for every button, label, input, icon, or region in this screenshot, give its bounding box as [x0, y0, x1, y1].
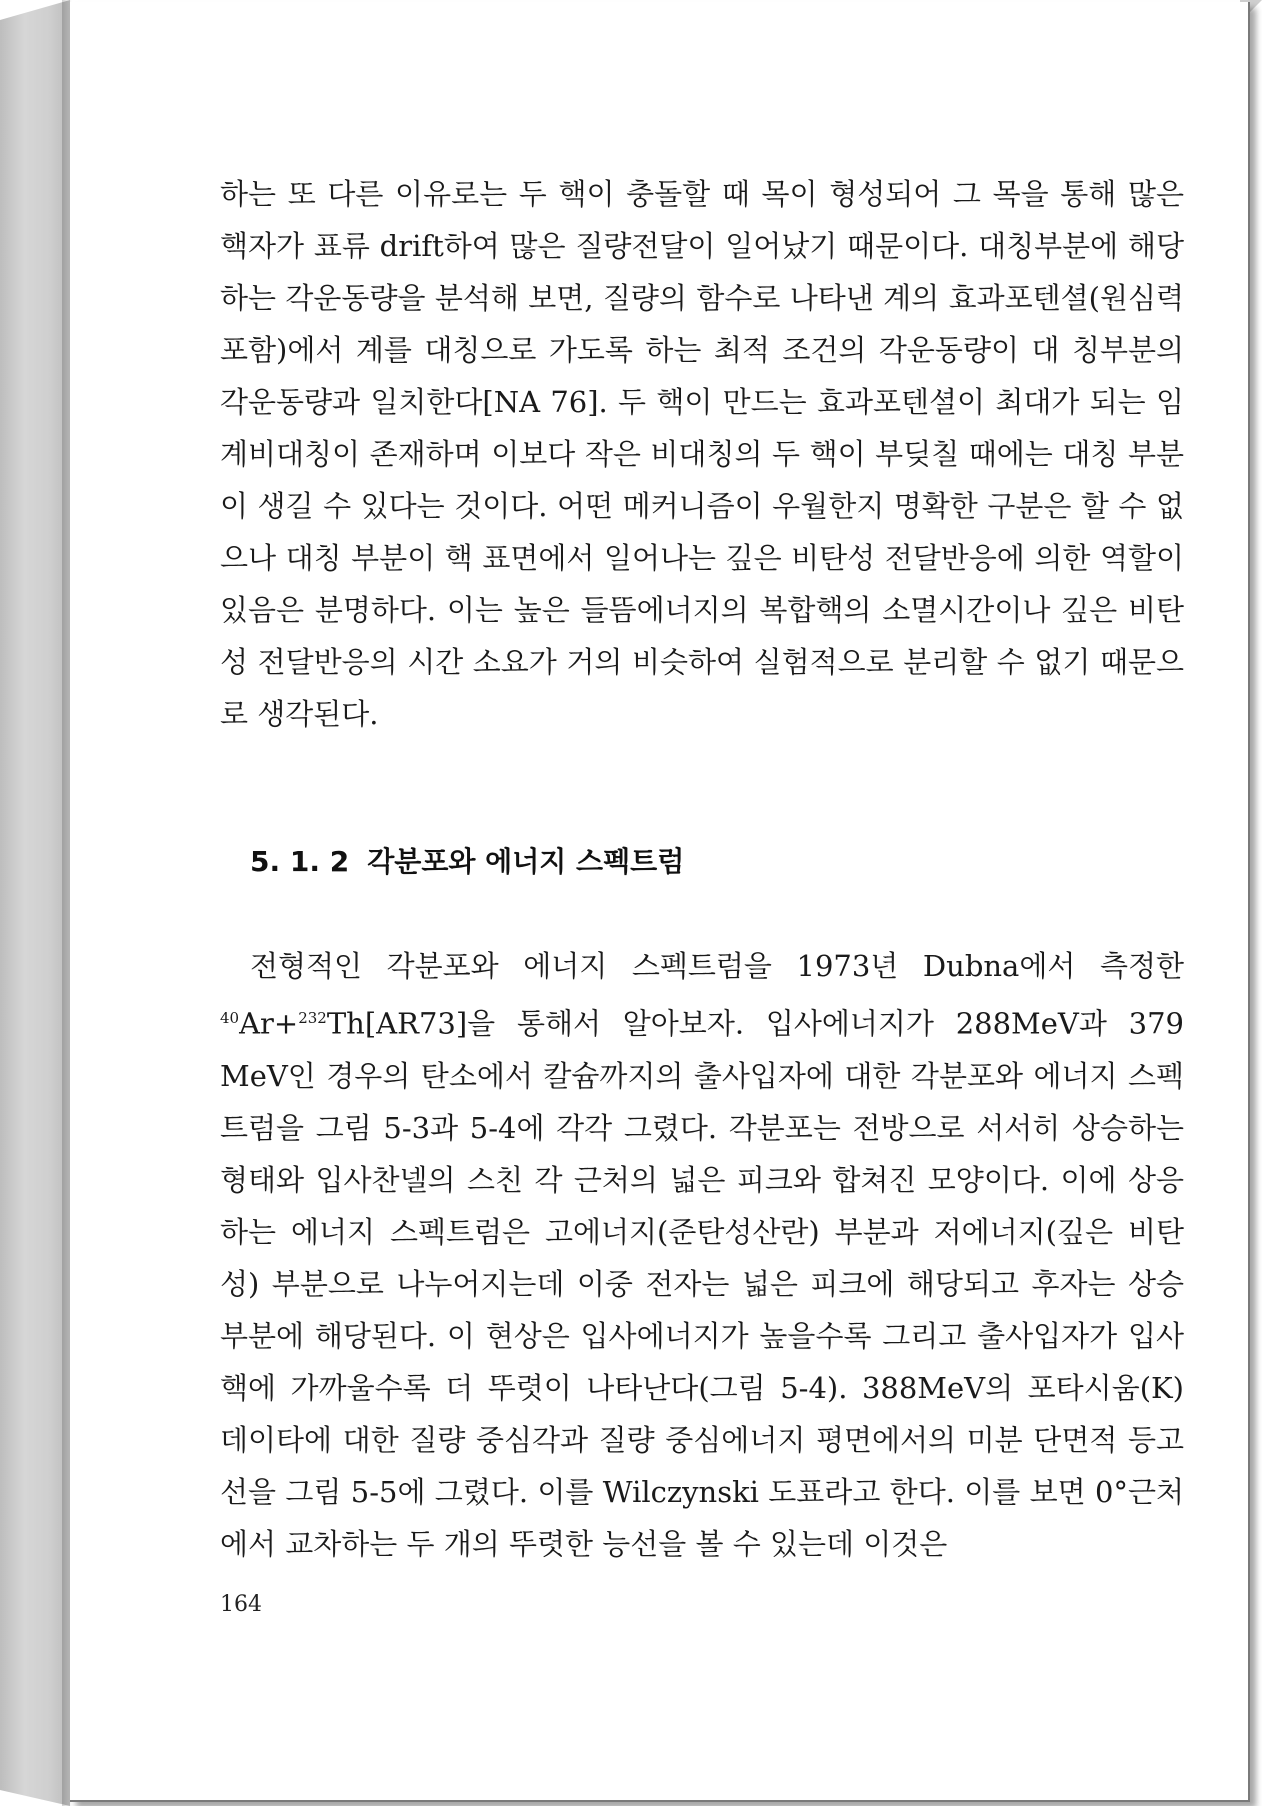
section-number: 5. 1. 2	[250, 845, 350, 878]
paragraph-2-intro: 전형적인 각분포와 에너지 스펙트럼을 1973년 Dubna에서 측정한	[250, 949, 1184, 983]
argon-mass-number: 40	[220, 1009, 240, 1027]
paragraph-1: 하는 또 다른 이유로는 두 핵이 충돌할 때 목이 형성되어 그 목을 통해 많은 핵자가 표류 drift하여 많은 질량전달이 일어났기 때문이다. 대칭부분에 해당하는 각운동량을 분석해 보면, 질량의 함수로 나타낸 계의 효과포텐셜(원심력포함)에서 계를 대칭으로 가도록 하는 최적 조건의 각운동량이 대 칭부분의 각운동량과 일치한다[NA 76]. 두 핵이 만드는 효과포텐셜이 최대가 되는 임계비대칭이 존재하며 이보다 작은 비대칭의 두 핵이 부딪칠 때에는 대칭 부분이 생길 수 있다는 것이다. 어떤 메커니즘이 우월한지 명확한 구분은 할 수 없으나 대칭 부분이 핵 표면에서 일어나는 깊은 비탄성 전달반응에 의한 역할이 있음은 분명하다. 이는 높은 들뜸에너지의 복합핵의 소멸시간이나 깊은 비탄성 전달반응의 시간 소요가 거의 비슷하여 실험적으로 분리할 수 없기 때문으로 생각된다.	[220, 177, 1184, 731]
section-title: 각분포와 에너지 스펙트럼	[367, 845, 685, 878]
thorium-mass-number: 232	[298, 1009, 327, 1027]
book-spine	[0, 0, 70, 1806]
paragraph-2	[220, 940, 1184, 1640]
page-number: 164	[220, 1592, 262, 1617]
paragraph-2-rest: Th[AR73]을 통해서 알아보자. 입사에너지가 288MeV과 379 MeV인 경우의 탄소에서 칼슘까지의 출사입자에 대한 각분포와 에너지 스펙트럼을 그림 5-3과 5-4에 각각 그렸다. 각분포는 전방으로 서서히 상승하는 형태와 입사찬넬의 스친 각 근처의 넓은 피크와 합쳐진 모양이다. 이에 상응하는 에너지 스펙트럼은 고에너지(준탄성산란) 부분과 저에너지(깊은 비탄성) 부분으로 나누어지는데 이중 전자는 넓은 피크에 해당되고 후자는 상승 부분에 해당된다. 이 현상은 입사에너지가 높을수록 그리고 출사입자가 입사핵에 가까울수록 더 뚜렷이 나타난다(그림 5-4). 388MeV의 포타시움(K) 데이타에 대한 질량 중심각과 질량 중심에너지 평면에서의 미분 단면적 등고선을 그림 5-5에 그렸다. 이를 Wilczynski 도표라고 한다. 이를 보면 0°근처에서 교차하는 두 개의 뚜렷한 능선을 볼 수 있는데 이것은	[220, 1006, 1184, 1561]
page-sheet	[70, 2, 1250, 1802]
section-heading	[250, 840, 684, 880]
argon-symbol: Ar+	[239, 1006, 299, 1041]
